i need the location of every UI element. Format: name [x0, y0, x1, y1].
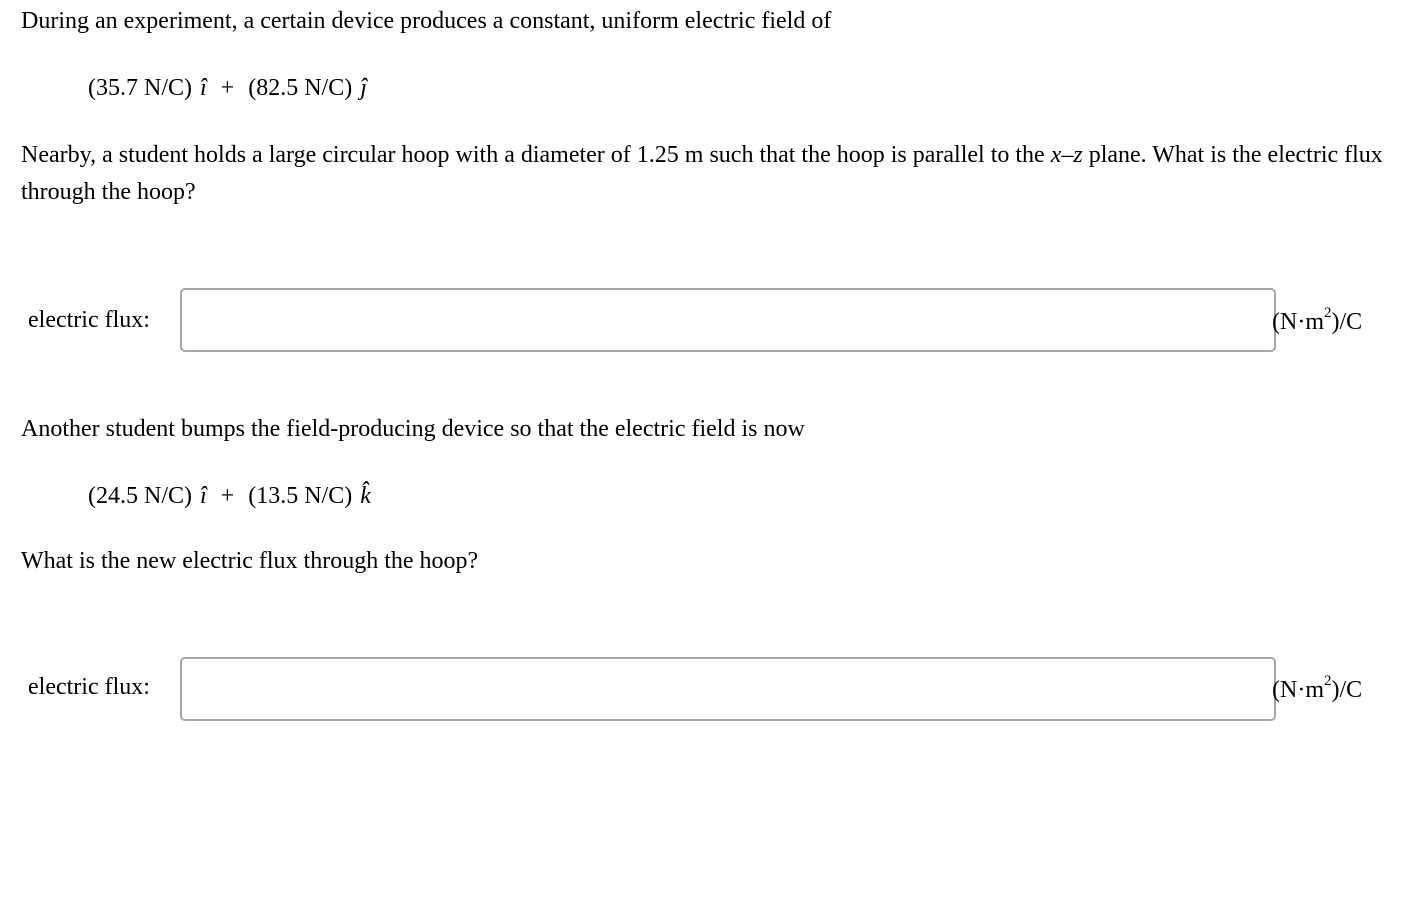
answer2-unit-sup: 2: [1323, 673, 1332, 689]
hoop-question-text: [21, 137, 1391, 211]
new-flux-question-text: What is the new electric flux through the hoop?: [21, 548, 479, 574]
field1-plus: +: [220, 75, 235, 101]
field1-unit-i: î: [200, 75, 207, 101]
answer-row-2: [0, 657, 1414, 723]
field1-unit-j: ĵ: [360, 75, 367, 101]
field2-term1: (24.5 N/C): [88, 483, 192, 509]
field2-unit-i: î: [200, 483, 207, 509]
answer1-unit-sup: 2: [1323, 305, 1332, 321]
plane-dash: –: [1061, 142, 1074, 168]
field2-term2: (13.5 N/C): [248, 483, 353, 509]
answer-row-1: [0, 288, 1414, 354]
plane-var-z: z: [1073, 142, 1083, 168]
answer1-label: electric flux:: [28, 307, 150, 333]
answer2-unit-base: (N·m: [1272, 677, 1324, 703]
answer2-unit: [1272, 675, 1362, 705]
answer1-unit-tail: )/C: [1331, 309, 1363, 335]
answer2-unit-tail: )/C: [1331, 677, 1363, 703]
field1-term2: (82.5 N/C): [248, 75, 353, 101]
bump-text: Another student bumps the field-producing device so that the electric field is now: [21, 416, 805, 442]
answer2-label: electric flux:: [28, 674, 150, 700]
field-equation-2: [88, 481, 371, 511]
hoop-question-part-a: Nearby, a student holds a large circular hoop with a diameter of 1.25 m such that the hoop is parallel to the: [21, 142, 1051, 168]
field2-plus: +: [220, 483, 235, 509]
answer1-unit-base: (N·m: [1272, 309, 1324, 335]
field1-term1: (35.7 N/C): [88, 75, 192, 101]
intro-text: During an experiment, a certain device produces a constant, uniform electric field of: [21, 8, 832, 34]
answer1-unit: [1272, 307, 1362, 337]
hoop-question-part-b: plane. What is the electric flux through the hoop?: [21, 142, 1383, 205]
electric-flux-input-2[interactable]: [180, 657, 1276, 721]
field-equation-1: [88, 73, 367, 103]
plane-var-x: x: [1050, 142, 1062, 168]
field2-unit-k: k̂: [360, 483, 371, 509]
electric-flux-input-1[interactable]: [180, 288, 1276, 352]
